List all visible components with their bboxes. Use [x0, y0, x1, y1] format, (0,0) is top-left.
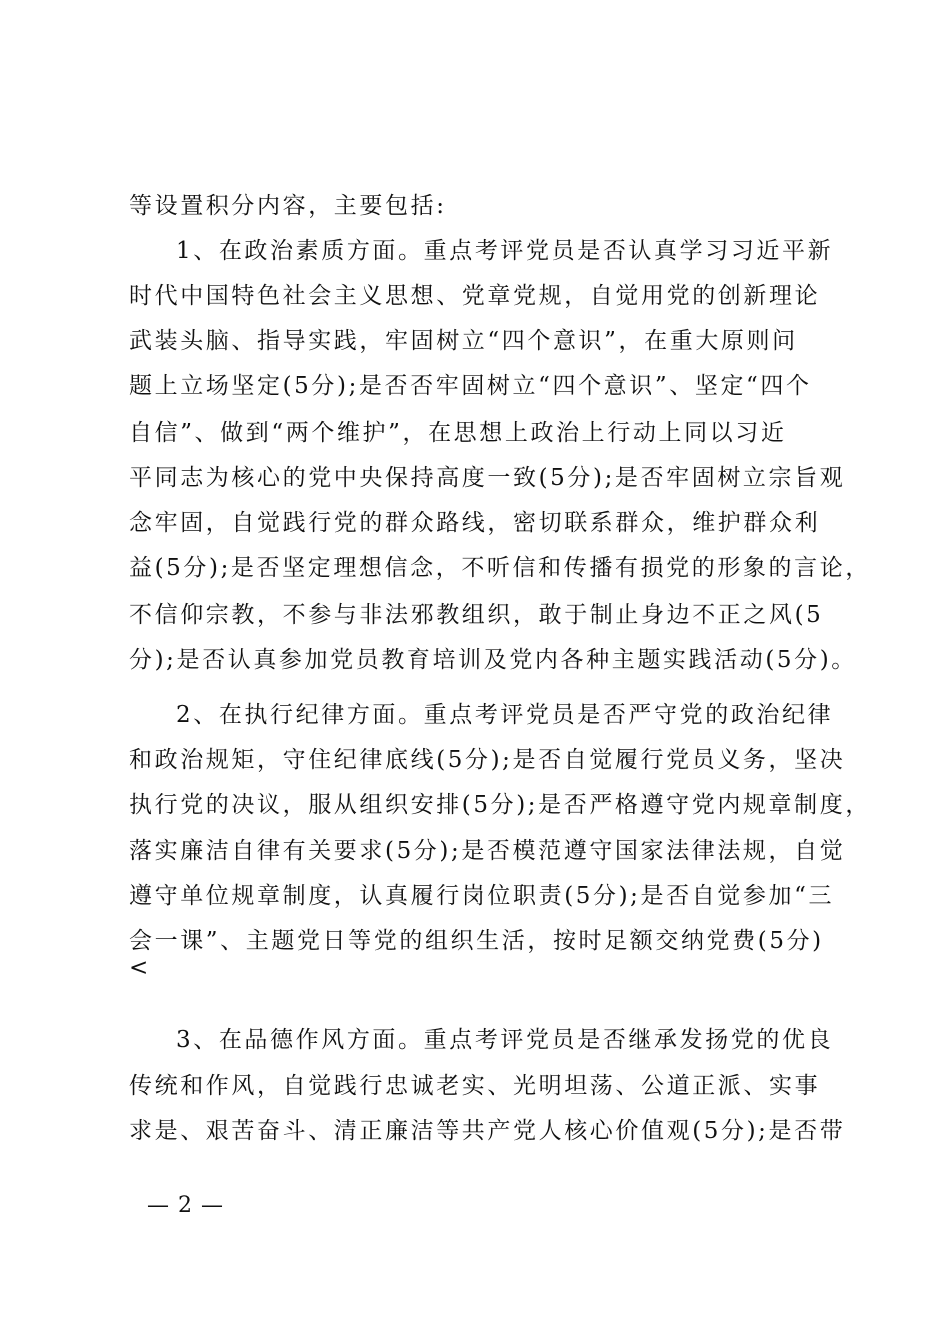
text-line-17: 会一课”、主题党日等党的组织生活，按时足额交纳党费(5分)	[129, 928, 824, 954]
text-line-8: 念牢固，自觉践行党的群众路线，密切联系群众，维护群众利	[129, 510, 821, 536]
text-line-10: 不信仰宗教，不参与非法邪教组织，敢于制止身边不正之风(5	[129, 602, 824, 628]
text-line-1: 等设置积分内容，主要包括:	[129, 193, 447, 219]
text-line-12: 2、在执行纪律方面。重点考评党员是否严守党的政治纪律	[176, 702, 834, 728]
text-line-9: 益(5分);是否坚定理想信念，不听信和传播有损党的形象的言论，	[129, 555, 871, 581]
text-line-21: 求是、艰苦奋斗、清正廉洁等共产党人核心价值观(5分);是否带	[129, 1118, 846, 1144]
text-line-20: 传统和作风，自觉践行忠诚老实、光明坦荡、公道正派、实事	[129, 1073, 821, 1099]
text-line-18: <	[129, 955, 151, 981]
text-line-4: 武装头脑、指导实践，牢固树立“四个意识”，在重大原则问	[129, 328, 798, 354]
text-line-3: 时代中国特色社会主义思想、党章党规，自觉用党的创新理论	[129, 283, 821, 309]
text-line-15: 落实廉洁自律有关要求(5分);是否模范遵守国家法律法规，自觉	[129, 838, 846, 864]
page-number: — 2 —	[147, 1193, 224, 1218]
text-line-2: 1、在政治素质方面。重点考评党员是否认真学习习近平新	[176, 238, 834, 264]
text-line-7: 平同志为核心的党中央保持高度一致(5分);是否牢固树立宗旨观	[129, 465, 846, 491]
text-line-19: 3、在品德作风方面。重点考评党员是否继承发扬党的优良	[176, 1027, 834, 1053]
text-line-14: 执行党的决议，服从组织安排(5分);是否严格遵守党内规章制度，	[129, 792, 871, 818]
text-line-13: 和政治规矩，守住纪律底线(5分);是否自觉履行党员义务，坚决	[129, 747, 846, 773]
text-line-16: 遵守单位规章制度，认真履行岗位职责(5分);是否自觉参加“三	[129, 883, 835, 909]
text-line-5: 题上立场坚定(5分);是否否牢固树立“四个意识”、坚定“四个	[129, 373, 812, 399]
text-line-6: 自信”、做到“两个维护”，在思想上政治上行动上同以习近	[129, 420, 787, 446]
text-line-11: 分);是否认真参加党员教育培训及党内各种主题实践活动(5分)。	[129, 647, 857, 673]
